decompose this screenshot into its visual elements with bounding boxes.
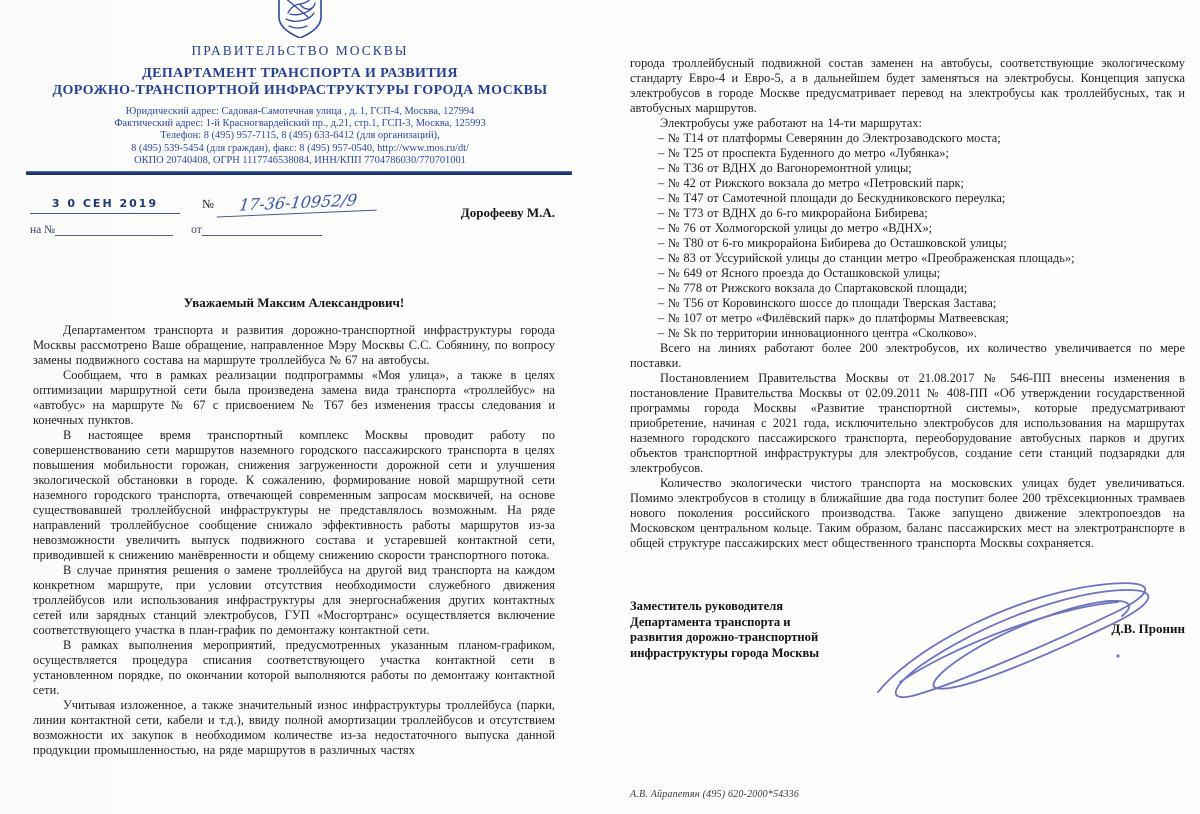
registration-codes: ОКПО 20740408, ОГРН 1117746538084, ИНН/КПП 7704786030/770701001 [134, 154, 466, 166]
letterhead-contacts [0, 106, 600, 167]
signer-position-line: Департамента транспорта и [630, 614, 791, 629]
route-item: – № Т25 от проспекта Буденного до метро «Лубянка»; [658, 146, 949, 160]
route-item: – № Sk по территории инновационного центра «Сколково». [658, 326, 977, 340]
body-paragraph: В случае принятия решения о замене троллейбуса на другой вид транспорта на каждом конкретном маршруте, при условии отсутствия необходимости служебного движения троллейбусов или использования инфраструктуры для энергоснабжения других контактных сетей или зарядных станций электробусов, ГУП «Мосгортранс» осуществляется включение соответствующего участка в план-график по демонтажу контактной сети. [33, 563, 555, 638]
phone-line-2: 8 (495) 539-5454 (для граждан), факс: 8 (495) 957-0540, http://www.mos.ru/dt/ [131, 142, 469, 154]
body-paragraph: В настоящее время транспортный комплекс Москвы проводит работу по совершенствованию сети маршрутов наземного городского пассажирского транспорта в целях повышения мобильности горожан, снижения загруженности дорожной сети и улучшения экологической обстановки в городе. К сожалению, формирование новой маршрутной сети наземного городского транспорта, отвечающей современным запросам москвичей, на основе существовавшей троллейбусной инфраструктуры не представлялось возможным. На ряде направлений троллейбусное сообщение снижало эффективность работы маршрутов из-за невозможности увеличить выпуск подвижного состава и устаревшей контактной сети, приводившей к снижению манёвренности и общему снижению скорости транспортного потока. [33, 428, 555, 563]
body-paragraph: Учитывая изложенное, а также значительный износ инфраструктуры троллейбуса (парки, линии контактной сети, кабели и т.д.), ввиду полной амортизации троллейбусов и отсутствием возможности их закупок в необходимом количестве из-за недостаточного выпуска данной продукции промышленностью, на ряде маршрутов в различных частях [33, 698, 555, 758]
route-item: – № 83 от Уссурийской улицы до станции метро «Преображенская площадь»; [658, 251, 1075, 265]
signer-name: Д.В. Пронин [1111, 621, 1185, 636]
signer-position-line: Заместитель руководителя [630, 599, 784, 613]
department-name-line1: ДЕПАРТАМЕНТ ТРАНСПОРТА И РАЗВИТИЯ [142, 66, 458, 81]
executor-footer: А.В. Айрапетян (495) 620-2000*54336 [630, 789, 800, 800]
page-1-body [33, 323, 555, 758]
route-item: – № Т73 от ВДНХ до 6-го микрорайона Бибирева; [658, 206, 928, 220]
reply-number-underline [55, 224, 173, 236]
body-paragraph: Сообщаем, что в рамках реализации подпрограммы «Моя улица», а также в целях оптимизации маршрутной сети была произведена замена вида транспорта «троллейбус» на «автобус» на маршруте № 67 с присвоением № Т67 без изменения трассы следования и конечных пунктов. [33, 368, 555, 428]
letterhead [0, 0, 600, 175]
route-item: – № Т36 от ВДНХ до Вагоноремонтной улицы; [658, 161, 912, 175]
date-stamp: 3 0 СЕН 2019 [30, 197, 180, 214]
route-item: – № 649 от Ясного проезда до Осташковской улицы; [658, 266, 941, 280]
reply-number-label: на № [30, 224, 56, 237]
body-paragraph: Департаментом транспорта и развития дорожно-транспортной инфраструктуры города Москвы рассмотрено Ваше обращение, направленное Мэру Москвы С.С. Собянину, по вопросу замены подвижного состава на маршруте троллейбуса № 67 на автобусы. [33, 323, 555, 368]
body-paragraph: В рамках выполнения мероприятий, предусмотренных указанным планом-графиком, осуществляется процедура списания соответствующего участка контактной сети в установленном порядке, по окончании которой выполняются работы по демонтажу контактной сети. [33, 638, 555, 698]
route-item: – № Т47 от Самотечной площади до Бескудниковского переулка; [658, 191, 1006, 205]
actual-address: Фактический адрес: 1-й Красногвардейский пр., д.21, стр.1, ГСП-3, Москва, 125993 [114, 118, 486, 130]
department-name [0, 66, 600, 99]
routes-list [630, 131, 1185, 341]
addressee-name: Дорофееву М.А. [460, 205, 555, 221]
body-paragraph: Количество экологически чистого транспорта на московских улицах будет увеличиваться. Помимо электробусов в столицу в ближайшие два года поступит более 200 трёхсекционных трамваев нового поколения российского производства. Также запущено движение электропоездов на Московском центральном кольце. Таким образом, баланс пассажирских мест на электротранспорте в общей структуре пассажирских мест общественного транспорта Москвы сохраняется. [630, 476, 1185, 550]
letter-page-2 [600, 0, 1200, 814]
salutation: Уважаемый Максим Александрович! [183, 295, 405, 311]
route-item: – № Т80 от 6-го микрорайона Бибирева до Осташковской улицы; [658, 236, 1007, 250]
phone-line-1: Телефон: 8 (495) 957-7115, 8 (495) 633-6412 (для организаций), [160, 130, 440, 142]
letterhead-rule [26, 171, 572, 175]
route-item: – № Т56 от Коровинского шоссе до площади Тверская Застава; [658, 296, 997, 310]
reply-from-underline [202, 224, 322, 236]
route-item: – № 42 от Рижского вокзала до метро «Петровский парк; [658, 176, 964, 190]
body-paragraph: Постановлением Правительства Москвы от 21.08.2017 № 546-ПП внесены изменения в постановление Правительства Москвы от 02.09.2011 № 408-ПП «Об утверждении государственной программы города Москвы «Развитие транспортной системы», которые предусматривают приобретение, начиная с 2021 года, исключительно электробусов для использования на маршрутах наземного городского пассажирского транспорта, переоборудование автобусных парков и других объектов транспортной инфраструктуры для электробусов, создание сети станций подзарядки для электробусов. [630, 371, 1185, 475]
outgoing-number-handwritten: 17-36-10952/9 [217, 189, 380, 217]
signature-block [630, 599, 1185, 719]
moscow-coat-of-arms-icon [274, 0, 326, 38]
signer-position-line: развития дорожно-транспортной [630, 630, 819, 644]
reply-reference-line [30, 224, 555, 236]
legal-address: Юридический адрес: Садовая-Самотечная улица , д. 1, ГСП-4, Москва, 127994 [125, 106, 475, 117]
route-item: – № 76 от Холмогорской улицы до метро «ВДНХ»; [658, 221, 933, 235]
route-item: – № 778 от Рижского вокзала до Спартаковской площади; [658, 281, 968, 295]
reply-from-label: от [191, 224, 202, 237]
body-paragraph: Всего на линиях работают более 200 электробусов, их количество увеличивается по мере поставки. [630, 341, 1185, 370]
page-2-body [630, 56, 1185, 551]
department-name-line2: ДОРОЖНО-ТРАНСПОРТНОЙ ИНФРАСТРУКТУРЫ ГОРОДА МОСКВЫ [52, 82, 548, 98]
route-item: – № Т14 от платформы Северянин до Электрозаводского моста; [658, 131, 1001, 145]
routes-intro: Электробусы уже работают на 14-ти маршрутах: [660, 116, 922, 130]
outgoing-number-label: № [202, 197, 214, 212]
handwritten-signature [860, 564, 1180, 719]
route-item: – № 107 от метро «Филёвский парк» до платформы Матвеевская; [658, 311, 1009, 325]
body-paragraph-continuation: города троллейбусный подвижной состав заменен на автобусы, соответствующие экологическому стандарту Евро-4 и Евро-5, а в дальнейшем будет заменяться на электробусы. Концепция запуска электробусов в городе Москве предусматривает перевод на электробусы как троллейбусных, так и автобусных маршрутов. [630, 56, 1185, 115]
reference-row [30, 190, 555, 253]
government-title: ПРАВИТЕЛЬСТВО МОСКВЫ [191, 43, 409, 58]
signer-position-line: инфраструктуры города Москвы [630, 645, 820, 660]
